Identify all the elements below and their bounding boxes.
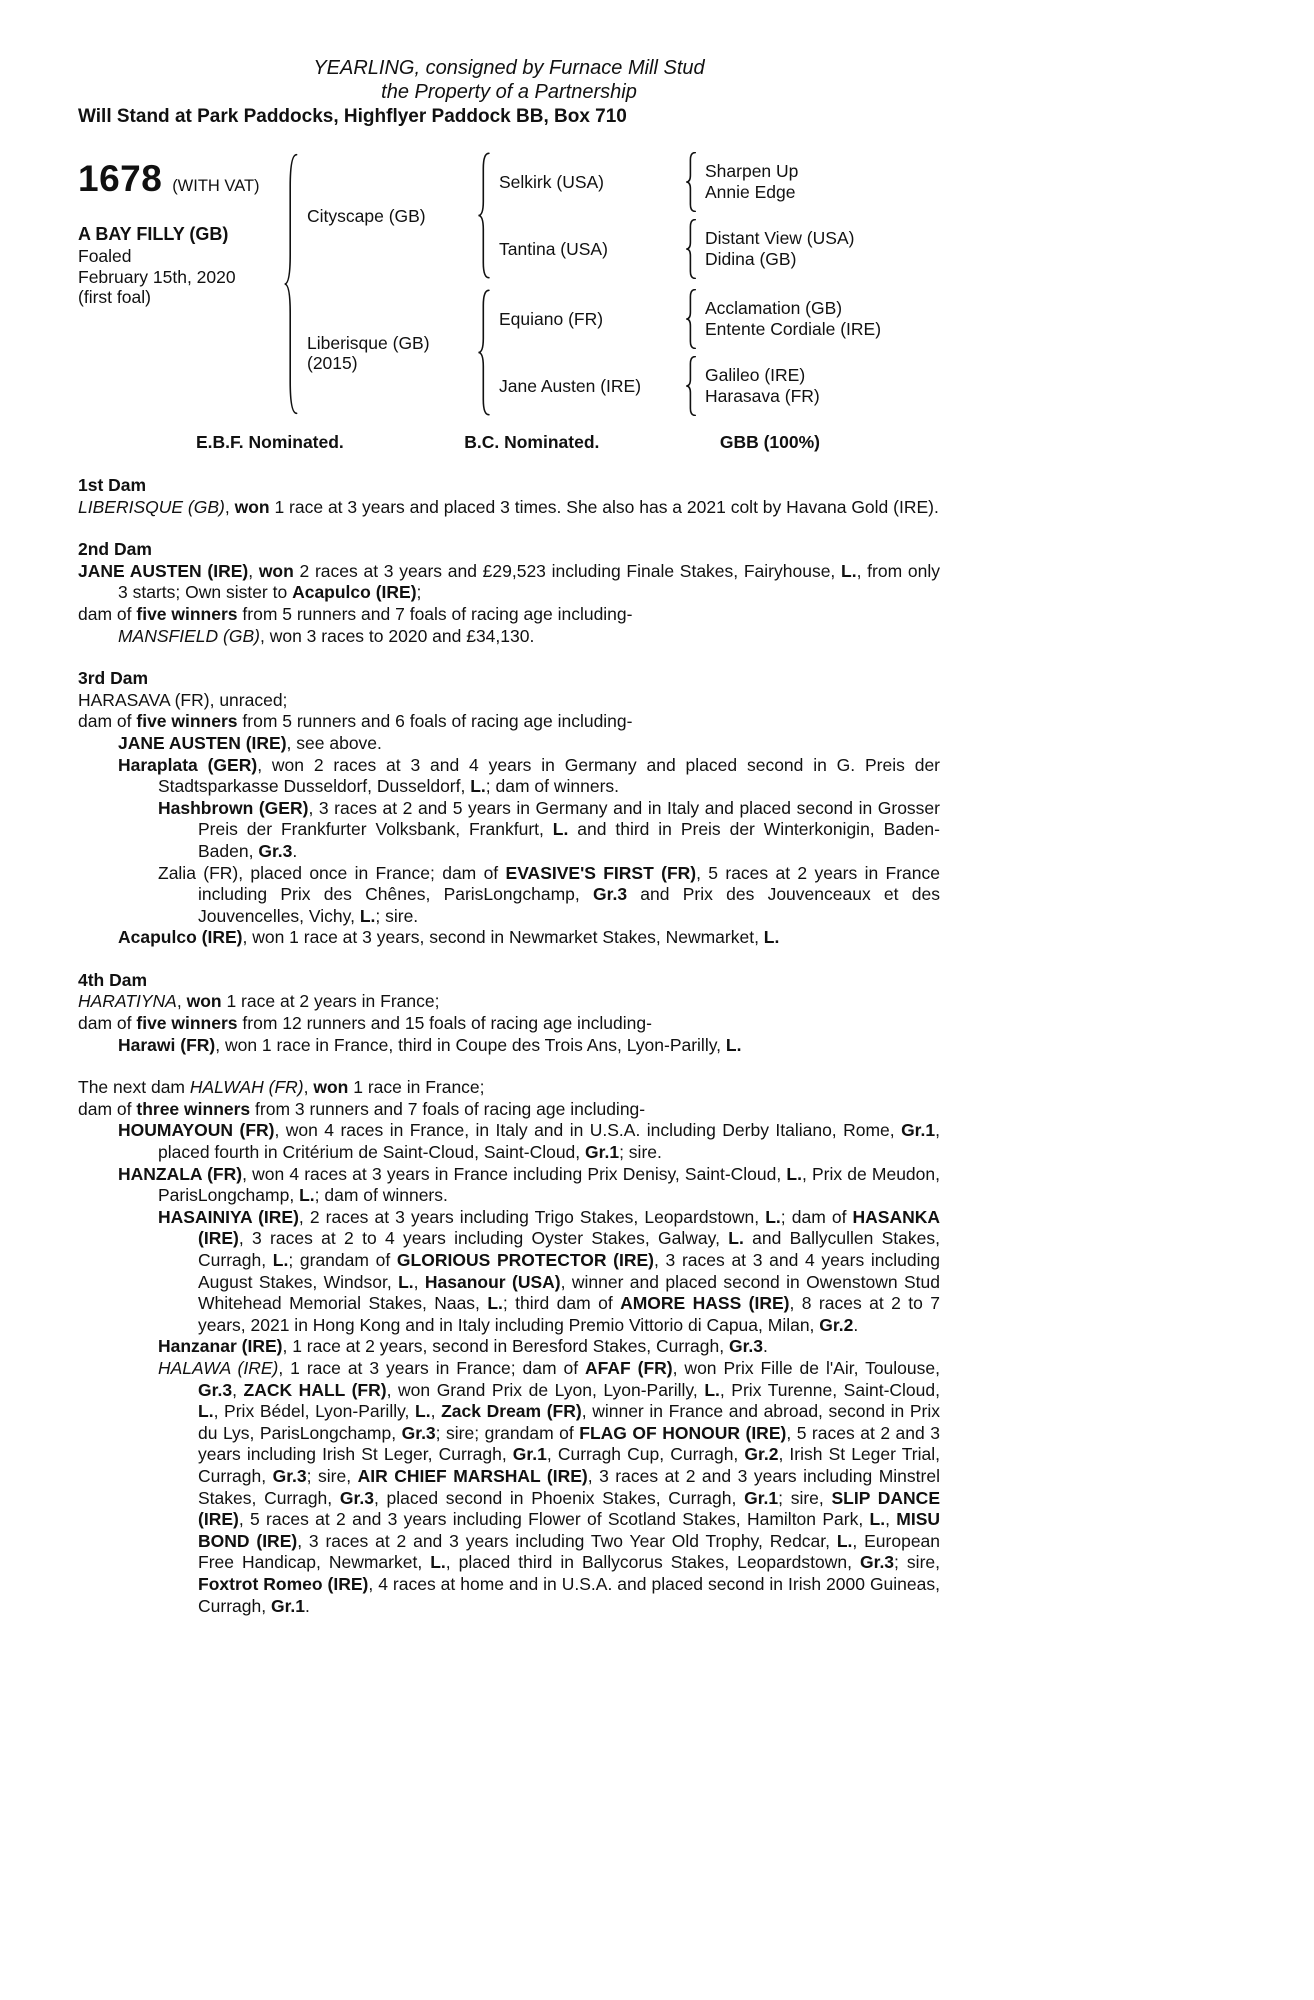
section-heading: 4th Dam bbox=[78, 969, 148, 990]
pedigree-paragraph: dam of three winners from 3 runners and 7 foals of racing age including- bbox=[78, 1098, 646, 1119]
property-line: the Property of a Partnership bbox=[381, 81, 637, 103]
foaled-label: Foaled bbox=[78, 246, 132, 266]
pedigree-paragraph: HARASAVA (FR), unraced; bbox=[78, 689, 288, 710]
damsire-name: Equiano (FR) bbox=[499, 309, 604, 329]
sire-name: Cityscape (GB) bbox=[307, 205, 426, 226]
great-grandparent-name: Galileo (IRE) bbox=[705, 365, 806, 385]
dam-section bbox=[78, 539, 940, 647]
dam-section bbox=[78, 1077, 940, 1617]
ebf-nomination: E.B.F. Nominated. bbox=[196, 432, 344, 452]
sire-granddam-branch bbox=[499, 219, 854, 279]
section-heading: 3rd Dam bbox=[78, 668, 149, 689]
pedigree-brace-icon bbox=[685, 152, 697, 212]
nominations-row bbox=[78, 432, 940, 453]
damsire-parents bbox=[705, 299, 881, 339]
sire-branch bbox=[307, 152, 881, 279]
lot-vat-note: (WITH VAT) bbox=[172, 177, 260, 195]
lot-info bbox=[78, 152, 283, 416]
sire-granddam-parents bbox=[705, 229, 854, 269]
pedigree-paragraph: Hanzanar (IRE), 1 race at 2 years, second in Beresford Stakes, Curragh, Gr.3. bbox=[158, 1336, 768, 1357]
dam-year: (2015) bbox=[307, 352, 358, 373]
dam-branch bbox=[307, 289, 881, 416]
pedigree-paragraph: MANSFIELD (GB), won 3 races to 2020 and £34,130. bbox=[118, 625, 535, 646]
pedigree-brace-icon bbox=[283, 152, 299, 416]
bc-nomination: B.C. Nominated. bbox=[464, 432, 600, 452]
pedigree-brace-icon bbox=[477, 289, 491, 416]
lot-number: 1678 bbox=[78, 158, 163, 199]
pedigree-paragraph: JANE AUSTEN (IRE), see above. bbox=[118, 732, 382, 753]
great-grandparent-name: Sharpen Up bbox=[705, 161, 799, 181]
dam-section bbox=[78, 668, 940, 949]
damsire-branch bbox=[499, 289, 881, 349]
pedigree-generation-1 bbox=[307, 152, 881, 416]
pedigree-paragraph: Haraplata (GER), won 2 races at 3 and 4 years in Germany and placed second in G. Preis der Stadtsparkasse Dusseldorf, Dusseldorf, L.; dam of winners. bbox=[118, 754, 940, 797]
catalog-content bbox=[78, 0, 940, 1617]
great-grandparent-name: Entente Cordiale (IRE) bbox=[705, 319, 882, 339]
dam-section bbox=[78, 475, 940, 518]
granddam-name: Jane Austen (IRE) bbox=[499, 376, 642, 396]
dam-name-block bbox=[307, 333, 477, 373]
pedigree-paragraph: Acapulco (IRE), won 1 race at 3 years, second in Newmarket Stakes, Newmarket, L. bbox=[118, 927, 780, 948]
pedigree-paragraph: JANE AUSTEN (IRE), won 2 races at 3 years and £29,523 including Finale Stakes, Fairyhouse, L., from only 3 starts; Own sister to Acapulco (IRE); bbox=[78, 560, 940, 603]
grandsire-parents bbox=[705, 162, 798, 202]
pedigree-paragraph: HARATIYNA, won 1 race at 2 years in France; bbox=[78, 991, 440, 1012]
grandsire-branch bbox=[499, 152, 854, 212]
great-grandparent-name: Acclamation (GB) bbox=[705, 298, 843, 318]
pedigree-brace-icon bbox=[477, 152, 491, 279]
pedigree-brace-icon bbox=[685, 219, 697, 279]
lot-name: A BAY FILLY (GB) bbox=[78, 224, 229, 244]
foal-note: (first foal) bbox=[78, 287, 151, 307]
stand-location-line: Will Stand at Park Paddocks, Highflyer Paddock BB, Box 710 bbox=[78, 106, 627, 127]
pedigree-paragraph: HASAINIYA (IRE), 2 races at 3 years including Trigo Stakes, Leopardstown, L.; dam of HASANKA (IRE), 3 races at 2 to 4 years including Oyster Stakes, Galway, L. and Ballycullen Stakes, Curragh, L.; grandam of GLORIOUS PROTECTOR (IRE), 3 races at 3 and 4 years including August Stakes, Windsor, L., Hasanour (USA), winner and placed second in Owenstown Stud Whitehead Memorial Stakes, Naas, L.; third dam of AMORE HASS (IRE), 8 races at 2 to 7 years, 2021 in Hong Kong and in Italy including Premio Vittorio di Capua, Milan, Gr.2. bbox=[158, 1206, 940, 1335]
pedigree-paragraph: HANZALA (FR), won 4 races at 3 years in France including Prix Denisy, Saint-Cloud, L., Prix de Meudon, ParisLongchamp, L.; dam of winners. bbox=[118, 1163, 940, 1206]
dam-parents bbox=[499, 289, 881, 416]
sire-granddam-name: Tantina (USA) bbox=[499, 239, 608, 259]
pedigree-paragraph: dam of five winners from 12 runners and 15 foals of racing age including- bbox=[78, 1013, 652, 1034]
dam-name: Liberisque (GB) bbox=[307, 332, 430, 353]
gbb-status: GBB (100%) bbox=[719, 432, 820, 452]
pedigree-sections bbox=[78, 475, 940, 1617]
pedigree-tree bbox=[78, 152, 940, 416]
consignor-line: YEARLING, consigned by Furnace Mill Stud bbox=[313, 57, 705, 79]
great-grandparent-name: Annie Edge bbox=[705, 182, 796, 202]
pedigree-brace-icon bbox=[685, 356, 697, 416]
pedigree-paragraph: Harawi (FR), won 1 race in France, third in Coupe des Trois Ans, Lyon-Parilly, L. bbox=[118, 1034, 742, 1055]
great-grandparent-name: Distant View (USA) bbox=[705, 228, 855, 248]
pedigree-brace-icon bbox=[685, 289, 697, 349]
pedigree-paragraph: LIBERISQUE (GB), won 1 race at 3 years and placed 3 times. She also has a 2021 colt by Havana Gold (IRE). bbox=[78, 496, 939, 517]
lot-number-line bbox=[78, 158, 283, 200]
pedigree-paragraph: dam of five winners from 5 runners and 7 foals of racing age including- bbox=[78, 603, 633, 624]
granddam-parents bbox=[705, 366, 820, 406]
section-heading: 2nd Dam bbox=[78, 539, 152, 560]
granddam-branch bbox=[499, 356, 881, 416]
foaled-date: February 15th, 2020 bbox=[78, 266, 236, 287]
pedigree-paragraph: The next dam HALWAH (FR), won 1 race in France; bbox=[78, 1077, 485, 1098]
sire-parents bbox=[499, 152, 854, 279]
pedigree-paragraph: Hashbrown (GER), 3 races at 2 and 5 years in Germany and in Italy and placed second in Grosser Preis der Frankfurter Volksbank, Frankfurt, L. and third in Preis der Winterkonigin, Baden-Baden, Gr.3. bbox=[158, 797, 940, 861]
pedigree-paragraph: Zalia (FR), placed once in France; dam of EVASIVE'S FIRST (FR), 5 races at 2 years in France including Prix des Chênes, ParisLongchamp, Gr.3 and Prix des Jouvenceaux et des Jouvencelles, Vichy, L.; sire. bbox=[158, 862, 940, 926]
dam-section bbox=[78, 970, 940, 1056]
pedigree-paragraph: HOUMAYOUN (FR), won 4 races in France, in Italy and in U.S.A. including Derby Italiano, Rome, Gr.1, placed fourth in Critérium de Saint-Cloud, Saint-Cloud, Gr.1; sire. bbox=[118, 1120, 940, 1163]
great-grandparent-name: Didina (GB) bbox=[705, 249, 797, 269]
pedigree-paragraph: HALAWA (IRE), 1 race at 3 years in France; dam of AFAF (FR), won Prix Fille de l'Air, Toulouse, Gr.3, ZACK HALL (FR), won Grand Prix de Lyon, Lyon-Parilly, L., Prix Turenne, Saint-Cloud, L., Prix Bédel, Lyon-Parilly, L., Zack Dream (FR), winner in France and abroad, second in Prix du Lys, ParisLongchamp, Gr.3; sire; grandam of FLAG OF HONOUR (IRE), 5 races at 2 and 3 years including Irish St Leger, Curragh, Gr.1, Curragh Cup, Curragh, Gr.2, Irish St Leger Trial, Curragh, Gr.3; sire, AIR CHIEF MARSHAL (IRE), 3 races at 2 and 3 years including Minstrel Stakes, Curragh, Gr.3, placed second in Phoenix Stakes, Curragh, Gr.1; sire, SLIP DANCE (IRE), 5 races at 2 and 3 years including Flower of Scotland Stakes, Hamilton Park, L., MISU BOND (IRE), 3 races at 2 and 3 years including Two Year Old Trophy, Redcar, L., European Free Handicap, Newmarket, L., placed third in Ballycorus Stakes, Leopardstown, Gr.3; sire, Foxtrot Romeo (IRE), 4 races at home and in U.S.A. and placed second in Irish 2000 Guineas, Curragh, Gr.1. bbox=[158, 1357, 941, 1616]
section-heading: 1st Dam bbox=[78, 475, 147, 495]
grandsire-name: Selkirk (USA) bbox=[499, 172, 605, 192]
pedigree-paragraph: dam of five winners from 5 runners and 6 foals of racing age including- bbox=[78, 711, 633, 732]
great-grandparent-name: Harasava (FR) bbox=[705, 386, 820, 406]
